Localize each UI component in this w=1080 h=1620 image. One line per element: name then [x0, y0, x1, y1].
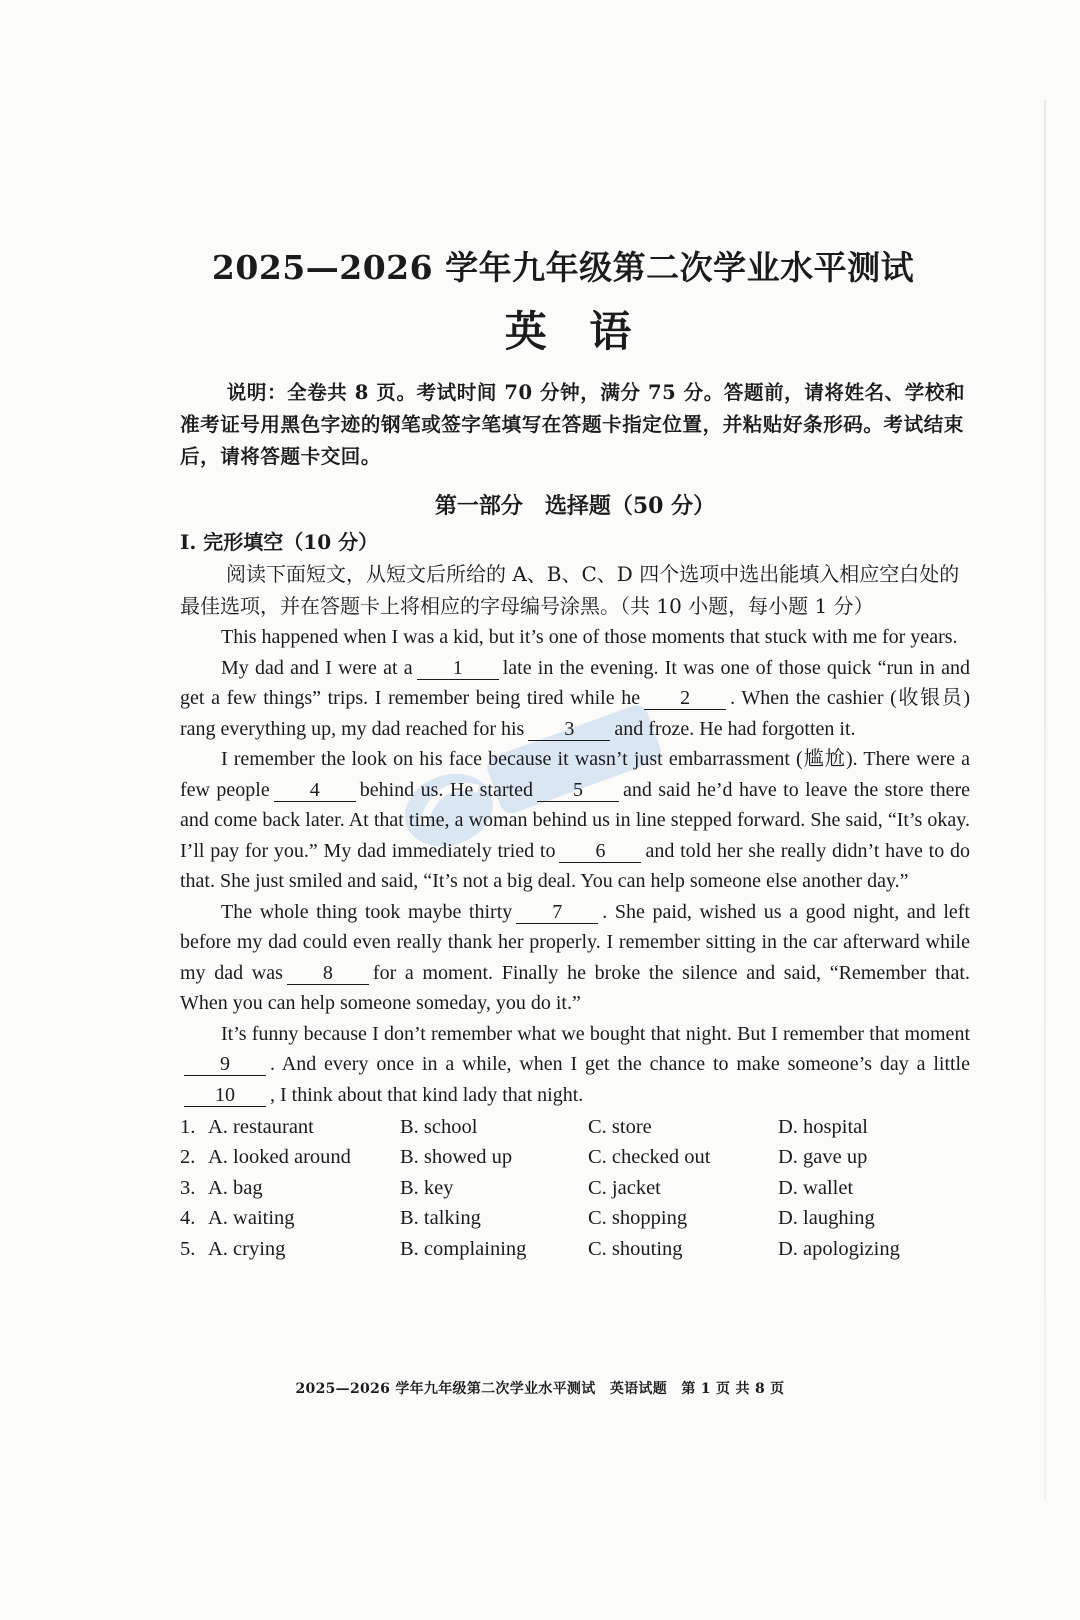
- blank-2: 2: [644, 687, 726, 710]
- option-a: A. bag: [208, 1176, 263, 1199]
- blank-3: 3: [528, 718, 610, 741]
- cloze-passage: [180, 622, 970, 1110]
- exam-page: [180, 242, 970, 1265]
- paragraph-2-text-b: late in the evening. It was one of those quick “run in and get a few things” trips. I remember being tired while he: [180, 656, 970, 709]
- subject-title: 英 语: [504, 307, 646, 356]
- answer-options: [180, 1112, 970, 1265]
- paragraph-3: [180, 744, 970, 897]
- option-a: A. waiting: [208, 1207, 295, 1230]
- option-c: C. shopping: [588, 1207, 688, 1230]
- exam-title: 2025—2026 学年九年级第二次学业水平测试: [211, 248, 915, 287]
- cloze-section-title: I. 完形填空（10 分）: [180, 530, 379, 554]
- blank-9: 9: [184, 1053, 266, 1076]
- paragraph-3-text-a: I remember the look on his face because it wasn’t just embarrassment (尴尬). There were a few people: [180, 748, 970, 801]
- option-a: A. looked around: [208, 1146, 351, 1169]
- question-number: 3.: [180, 1176, 196, 1199]
- blank-5: 5: [537, 779, 619, 802]
- question-number: 2.: [180, 1146, 196, 1169]
- paragraph-3-text-b: behind us. He started: [359, 778, 533, 801]
- option-a: A. restaurant: [208, 1115, 314, 1138]
- paragraph-2-text-d: and froze. He had forgotten it.: [614, 717, 856, 740]
- option-d: D. laughing: [778, 1207, 875, 1230]
- exam-notice: 说明：全卷共 8 页。考试时间 70 分钟，满分 75 分。答题前，请将姓名、学校和准考证号用黑色字迹的钢笔或签字笔填写在答题卡指定位置，并粘贴好条形码。考试结束后，请将答题卡交回。: [180, 381, 966, 468]
- paragraph-1-text: This happened when I was a kid, but it’s one of those moments that stuck with me for years.: [221, 626, 958, 648]
- paragraph-2: [180, 653, 970, 745]
- paragraph-4-text-b: . She paid, wished us a good night, and left before my dad could even really thank her properly. I remember sitting in the car afterward while my dad was: [180, 900, 970, 984]
- question-number: 5.: [180, 1237, 196, 1260]
- paragraph-2-text-c: . When the cashier (收银员) rang everything up, my dad reached for his: [180, 687, 970, 740]
- option-d: D. apologizing: [778, 1237, 900, 1260]
- part-one-heading: 第一部分 选择题（50 分）: [434, 493, 716, 519]
- option-b: B. key: [400, 1176, 454, 1199]
- option-c: C. store: [588, 1115, 652, 1138]
- paragraph-5-text-c: , I think about that kind lady that night.: [270, 1083, 584, 1106]
- cloze-instruction: 阅读下面短文，从短文后所给的 A、B、C、D 四个选项中选出能填入相应空白处的最佳选项，并在答题卡上将相应的字母编号涂黑。（共 10 小题，每小题 1 分）: [180, 562, 960, 618]
- question-number: 4.: [180, 1207, 196, 1230]
- option-d: D. gave up: [778, 1146, 868, 1169]
- option-b: B. showed up: [400, 1146, 513, 1169]
- option-c: C. checked out: [588, 1146, 711, 1169]
- blank-10: 10: [184, 1084, 266, 1107]
- blank-4: 4: [274, 779, 356, 802]
- page-edge: [1044, 100, 1046, 1500]
- paragraph-4-text-a: The whole thing took maybe thirty: [221, 900, 513, 923]
- paragraph-3-text-c: and said he’d have to leave the store there and come back later. At that time, a woman behind us in line stepped forward. She said, “It’s okay. I’ll pay for you.” My dad immediately tried to: [180, 778, 970, 862]
- paragraph-1: [180, 622, 970, 653]
- option-b: B. school: [400, 1115, 478, 1138]
- paragraph-5: [180, 1019, 970, 1111]
- paragraph-5-text-b: . And every once in a while, when I get the chance to make someone’s day a little: [270, 1053, 970, 1075]
- paragraph-5-text-a: It’s funny because I don’t remember what we bought that night. But I remember that moment: [221, 1022, 970, 1045]
- option-b: B. talking: [400, 1207, 481, 1230]
- paragraph-3-text-d: and told her she really didn’t have to do that. She just smiled and said, “It’s not a big deal. You can help someone else another day.”: [180, 839, 970, 892]
- blank-7: 7: [516, 901, 598, 924]
- option-row-3: [180, 1173, 970, 1204]
- option-d: D. hospital: [778, 1115, 868, 1138]
- blank-1: 1: [417, 657, 499, 680]
- paragraph-2-text-a: My dad and I were at a: [221, 656, 413, 679]
- option-row-2: [180, 1143, 970, 1174]
- option-c: C. jacket: [588, 1176, 661, 1199]
- option-c: C. shouting: [588, 1237, 683, 1260]
- option-a: A. crying: [208, 1237, 286, 1260]
- option-row-4: [180, 1204, 970, 1235]
- option-row-5: [180, 1234, 970, 1265]
- blank-8: 8: [287, 962, 369, 985]
- blank-6: 6: [559, 840, 641, 863]
- paragraph-4-text-c: for a moment. Finally he broke the silence and said, “Remember that. When you can help someone someday, you do it.”: [180, 961, 970, 1014]
- option-b: B. complaining: [400, 1237, 527, 1260]
- option-d: D. wallet: [778, 1176, 854, 1199]
- page-footer: 2025—2026 学年九年级第二次学业水平测试 英语试题 第 1 页 共 8 页: [295, 1381, 785, 1397]
- option-row-1: [180, 1112, 970, 1143]
- question-number: 1.: [180, 1115, 196, 1138]
- paragraph-4: [180, 897, 970, 1019]
